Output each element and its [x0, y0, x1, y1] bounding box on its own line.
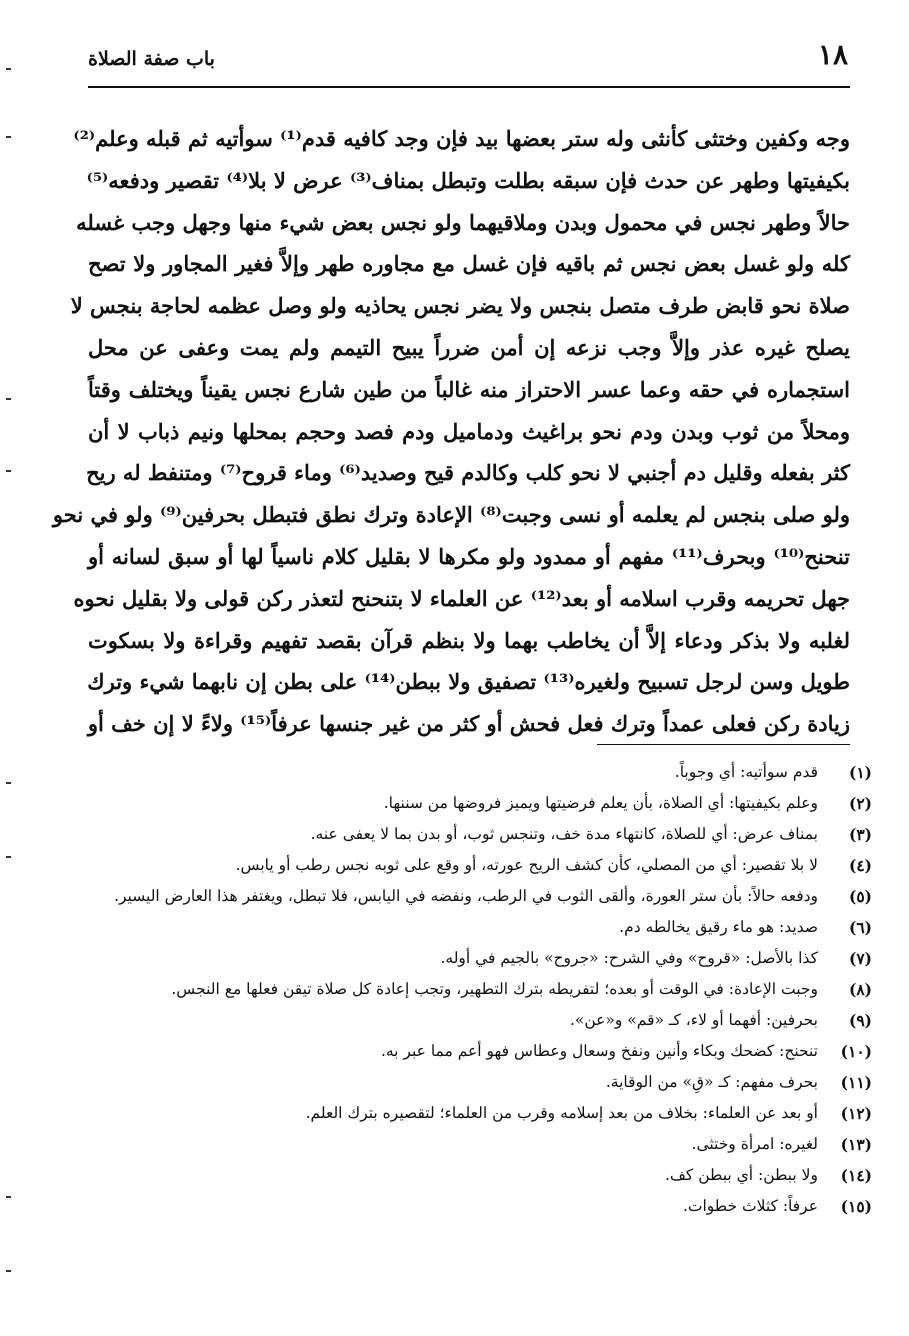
footnote-text: بحرفين: أفهما أو لاء، كـ «قم» و«عن».	[569, 1011, 818, 1029]
footnote	[88, 946, 872, 971]
footnote-text: بحرف مفهم: كـ «قِ» من الوقاية.	[605, 1073, 818, 1091]
header-rule	[88, 86, 850, 88]
footnote-text: تنحنح: كضحك وبكاء وأنين ونفخ وسعال وعطاس فهو أعم مما عبر به.	[380, 1042, 818, 1060]
text-line: كثر بفعله وقليل دم أجنبي لا نحو كلب وكالدم قيح وصديد⁽⁶⁾ وماء قروح⁽⁷⁾ ومتنفط له ريح	[86, 460, 850, 486]
footnote-text: عرفاً: كثلاث خطوات.	[682, 1197, 818, 1215]
scan-margin-mark	[6, 470, 11, 472]
footnote	[88, 1163, 872, 1188]
footnote-number: (٤)	[848, 856, 872, 875]
footnote	[88, 760, 872, 785]
footnote	[88, 1039, 872, 1064]
text-line: لغلبه ولا بذكر ودعاء إلاَّ أن يخاطب بهما ولا بنظم قرآن بقصد تفهيم وقراءة ولا بسكوت	[88, 627, 850, 653]
footnote	[88, 1194, 872, 1219]
text-line: جهل تحريمه وقرب اسلامه أو بعد⁽¹²⁾ عن العلماء لا بتنحنح لتعذر ركن قولى ولا بقليل نحوه	[73, 585, 850, 611]
footnote-text: وعلم بكيفيتها: أي الصلاة، بأن يعلم فرضيتها ويميز فروضها من سننها.	[383, 794, 818, 812]
text-line: كله ولو غسل بعض نجس ثم باقيه فإن غسل مع مجاوره طهر وإلاَّ فغير المجاور ولا تصح	[88, 251, 850, 277]
footnote	[88, 1101, 872, 1126]
footnote-number: (٣)	[848, 825, 872, 844]
text-line: حالاً وطهر نجس في محمول وبدن وملاقيهما ولو نجس بعض شيء منها وجهل وجب غسله	[76, 209, 850, 235]
footnote-number: (١٥)	[840, 1197, 872, 1216]
footnote-number: (٢)	[848, 794, 872, 813]
footnote-number: (٨)	[848, 980, 872, 999]
footnote-number: (١٤)	[840, 1166, 872, 1185]
text-line: استجماره في حقه وعما عسر الاحتراز منه غالباً من طين شارع نجس يقيناً ويختلف وقتاً	[88, 376, 850, 402]
page-header	[88, 38, 848, 86]
text-line: وجه وكفين وختثى كأنثى وله ستر بعضها بيد فإن وجد كافيه قدم⁽¹⁾ سوأتيه ثم قبله وعلم⁽²⁾	[73, 126, 850, 151]
scan-margin-mark	[6, 1196, 11, 1198]
footnote	[88, 1008, 872, 1033]
footnote-number: (١٢)	[840, 1104, 872, 1123]
text-line: ومحلاً من ثوب وبدن ودم نحو براغيث ودماميل ودم فصد وحجم بمحلها ونيم ذباب لا أن	[88, 418, 850, 444]
footnote	[88, 1070, 872, 1095]
footnote	[88, 853, 872, 878]
scan-margin-mark	[6, 136, 11, 138]
running-title: باب صفة الصلاة	[88, 48, 215, 70]
footnote-text: لا بلا تقصير: أي من المصلي، كأن كشف الريح عورته، أو وقع على ثوبه نجس رطب أو يابس.	[235, 856, 818, 874]
footnote-text: ولا ببطن: أي ببطن كف.	[664, 1166, 818, 1184]
text-line: صلاة نحو قابض طرف متصل بنجس ولا يضر نجس يحاذيه ولو وصل عظمه لحاجة بنجس لا	[70, 293, 850, 319]
footnote-text: قدم سوأتيه: أي وجوباً.	[674, 763, 818, 781]
text-line: ولو صلى بنجس لم يعلمه أو نسى وجبت⁽⁸⁾ الإعادة وترك نطق فتبطل بحرفين⁽⁹⁾ ولو في نحو	[52, 502, 850, 528]
text-line: تنحنح⁽¹⁰⁾ وبحرف⁽¹¹⁾ مفهم أو ممدود ولو مكرها لا بقليل كلام ناسياً لها أو سبق لسانه أو	[88, 543, 850, 569]
footnote-number: (٦)	[848, 918, 872, 937]
footnote	[88, 822, 872, 847]
footnote-number: (١٠)	[840, 1042, 872, 1061]
main-text	[52, 118, 850, 745]
footnote-number: (٩)	[848, 1011, 872, 1030]
scan-margin-mark	[6, 856, 11, 858]
footnote-text: صديد: هو ماء رقيق يخالطه دم.	[619, 918, 818, 936]
scan-margin-mark	[6, 398, 11, 400]
footnote	[88, 915, 872, 940]
footnote	[88, 977, 872, 1002]
footnote-number: (١)	[848, 763, 872, 782]
footnote	[88, 884, 872, 909]
footnotes	[88, 760, 872, 1225]
footnote-text: لغيره: امرأة وختثى.	[691, 1135, 818, 1153]
scan-margin-mark	[6, 782, 11, 784]
footnote-text: بمناف عرض: أي للصلاة، كانتهاء مدة خف، وتنجس ثوب، أو بدن بما لا يعفى عنه.	[310, 825, 818, 843]
footnote	[88, 1132, 872, 1157]
footnote-number: (٥)	[848, 887, 872, 906]
footnote-number: (٧)	[848, 949, 872, 968]
footnote-separator	[597, 744, 850, 745]
text-line: يصلح غيره عذر وإلاَّ وجب نزعه إن أمن ضرراً يبيح التيمم ولم يمت وعفى عن محل	[88, 334, 850, 360]
footnote	[88, 791, 872, 816]
footnote-text: أو بعد عن العلماء: بخلاف من بعد إسلامه وقرب من العلماء؛ لتقصيره بترك العلم.	[305, 1104, 818, 1122]
footnote-text: ودفعه حالاً: بأن ستر العورة، وألقى الثوب في الرطب، ونفضه في اليابس، فلا تبطل، ويغتفر هذا العارض اليسير.	[114, 887, 818, 905]
footnote-number: (١١)	[840, 1073, 872, 1092]
scan-margin-mark	[6, 68, 11, 70]
text-line: زيادة ركن فعلى عمداً وترك فعل فحش أو كثر من غير جنسها عرفاً⁽¹⁵⁾ ولاءً لا إن خف أو	[87, 711, 850, 737]
footnote-number: (١٣)	[840, 1135, 872, 1154]
footnote-text: كذا بالأصل: «قروح» وفي الشرح: «جروح» بالجيم في أوله.	[440, 949, 818, 967]
footnote-text: وجبت الإعادة: في الوقت أو بعده؛ لتفريطه بترك التطهير، وتجب إعادة كل صلاة تيقن فعلها مع النجس.	[171, 980, 818, 998]
text-line: بكيفيتها وطهر عن حدث فإن سبقه بطلت وتبطل بمناف⁽³⁾ عرض لا بلا⁽⁴⁾ تقصير ودفعه⁽⁵⁾	[86, 167, 850, 193]
text-line: طويل وسن لرجل تسبيح ولغيره⁽¹³⁾ تصفيق ولا ببطن⁽¹⁴⁾ على بطن إن نابهما شيء وترك	[87, 669, 850, 695]
page-number: ١٨	[817, 38, 848, 71]
scan-margin-mark	[6, 1270, 11, 1272]
